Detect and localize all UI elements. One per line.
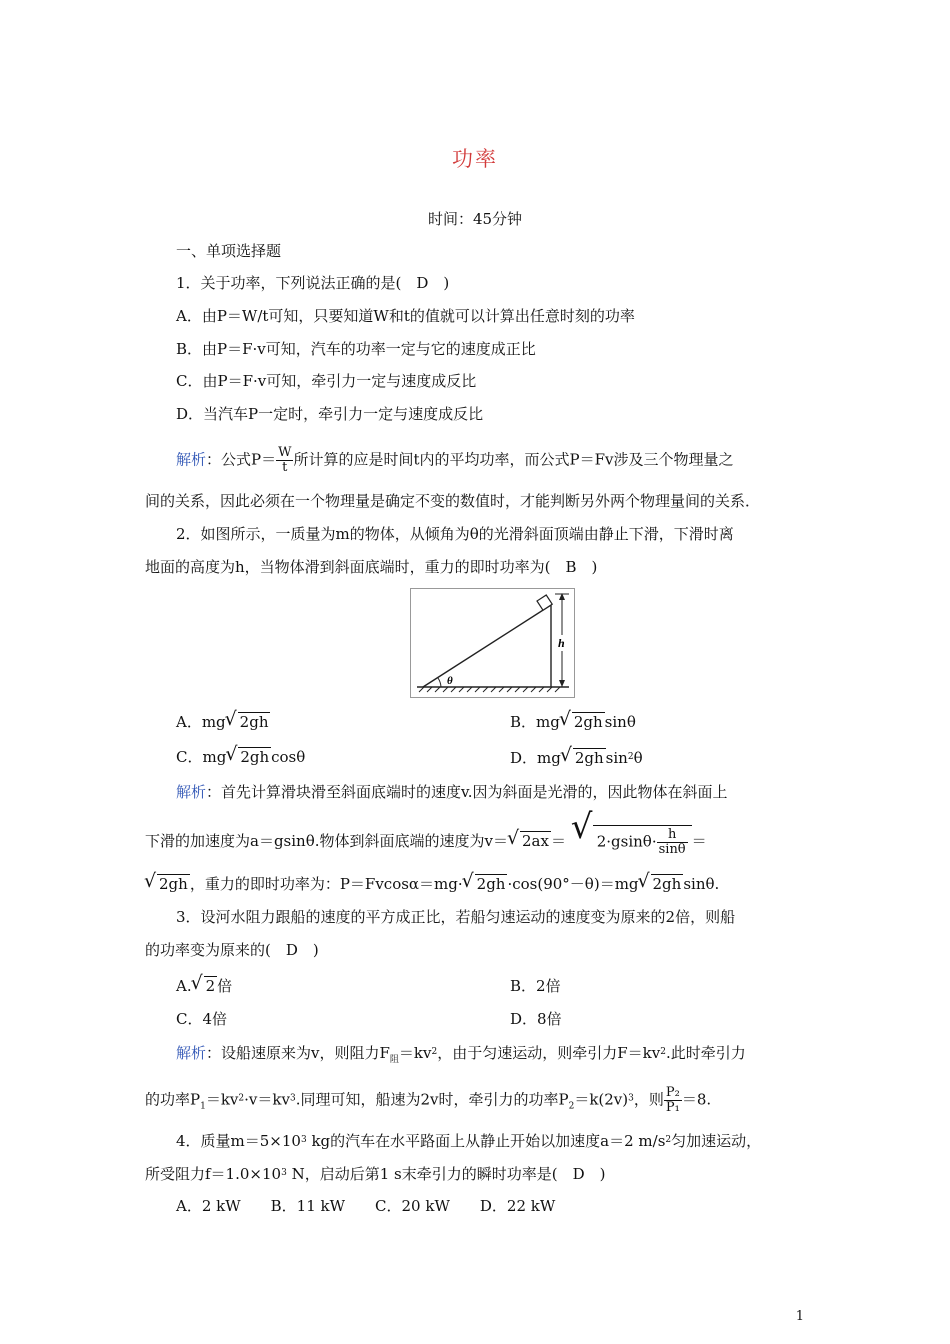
q1-option-b: B．由P＝F·v可知，汽车的功率一定与它的速度成正比: [176, 340, 536, 358]
analysis-label: 解析: [176, 1044, 207, 1062]
incline-figure: [410, 588, 575, 698]
q3-analysis-line1: 解析：设船速原来为v，则阻力$F_阻=kv^2$，由于匀速运动，则牵引力$F=kv^2$.此时牵引力: [176, 1044, 746, 1065]
q2-stem-line2: 地面的高度为h，当物体滑到斜面底端时，重力的即时功率为( B ): [145, 558, 598, 576]
incline-diagram: [411, 589, 574, 697]
q2-analysis-line2: 下滑的加速度为a＝gsinθ.物体到斜面底端的速度为v＝√ 2ax ＝ √ 2·gsinθ· $\frac{h}{\sin\theta}$ ＝: [145, 825, 707, 859]
fraction-w-over-t: $\frac{W}{t}$: [278, 445, 292, 475]
section-heading: 一、单项选择题: [176, 242, 282, 260]
sqrt: √ 2gh: [641, 874, 684, 894]
q2-option-b: B．mg√ 2gh sinθ: [510, 712, 636, 732]
q3-option-c: C．4倍: [176, 1010, 228, 1028]
q3-option-b: B．2倍: [510, 977, 561, 995]
q2-option-a: A．mg√ 2gh: [176, 712, 270, 732]
label-h: h: [558, 636, 565, 650]
q4-stem-line1: 4．质量$m=5\times 10^3$ kg的汽车在水平路面上从静止开始以加速度a＝2 $m/s^2$匀加速运动，: [176, 1132, 762, 1150]
q3-option-a: A.√ 2 倍: [176, 976, 232, 996]
q2-stem-line1: 2．如图所示，一质量为m的物体，从倾角为θ的光滑斜面顶端由静止下滑，下滑时离: [176, 525, 734, 543]
q1-option-d: D．当汽车P一定时，牵引力一定与速度成反比: [176, 405, 484, 423]
q1-analysis-line1: 解析：公式P＝ $\frac{W}{t}$ 所计算的应是时间t内的平均功率，而公式P＝Fv涉及三个物理量之: [176, 445, 734, 475]
q3-option-d: D．8倍: [510, 1010, 562, 1028]
big-sqrt: √ 2·gsinθ· $\frac{h}{\sin\theta}$: [571, 825, 692, 859]
sqrt: √ 2ax: [510, 831, 551, 851]
q4-stem-line2: 所受阻力$f=1.0\times 10^3$ N，启动后第1 s末牵引力的瞬时功率是( D ): [145, 1165, 606, 1183]
sliding-block: [537, 595, 552, 610]
incline-surface: [423, 605, 551, 687]
sqrt: √ 2: [194, 976, 218, 996]
sqrt: √ 2gh: [563, 748, 606, 768]
analysis-label: 解析: [176, 450, 207, 469]
q2-option-d: D．mg√ 2gh $\sin^2\theta$: [510, 747, 643, 768]
sqrt: √ 2gh: [562, 712, 605, 732]
time-limit: 时间：45分钟: [427, 210, 523, 228]
sqrt: √ 2gh: [228, 712, 271, 732]
sqrt: √ 2gh: [228, 747, 271, 767]
q1-analysis-line2: 间的关系，因此必须在一个物理量是确定不变的数值时，才能判断另外两个物理量间的关系．: [145, 492, 761, 510]
q3-analysis-line2: 的功率$P_1=kv^2\cdot v=kv^3$.同理可知，船速为2v时，牵引力的功率$P_2=k(2v)^3$，则 $\frac{\text{P₂}}{\text{P₁}}$ ＝8.: [145, 1085, 712, 1115]
angle-arc: [438, 678, 441, 687]
sqrt: √ 2gh: [465, 874, 508, 894]
height-arrow-down: [559, 680, 565, 687]
q3-stem-line2: 的功率变为原来的( D ): [145, 941, 319, 959]
q1-option-c: C．由P＝F·v可知，牵引力一定与速度成反比: [176, 372, 477, 390]
q1-option-a: A．由P＝W/t可知，只要知道W和t的值就可以计算出任意时刻的功率: [176, 307, 635, 325]
page-number: 1: [795, 1309, 804, 1324]
analysis-label: 解析: [176, 783, 207, 801]
label-theta: θ: [447, 675, 453, 687]
q2-analysis-line3: √ 2gh ，重力的即时功率为：P＝Fvcosα＝mg·√ 2gh ·cos(90°－θ)＝mg√ 2gh sinθ.: [145, 874, 719, 894]
q1-stem: 1．关于功率，下列说法正确的是( D ): [176, 274, 450, 292]
fraction-h-over-sin: $\frac{h}{\sin\theta}$: [658, 827, 686, 857]
fraction-p2-over-p1: $\frac{\text{P₂}}{\text{P₁}}$: [665, 1085, 680, 1115]
q2-analysis-line1: 解析：首先计算滑块滑至斜面底端时的速度v.因为斜面是光滑的，因此物体在斜面上: [176, 783, 728, 801]
page-title: 功率: [452, 147, 498, 171]
q4-options: A．2 kW B．11 kW C．20 kW D．22 kW: [176, 1197, 556, 1215]
q3-stem-line1: 3．设河水阻力跟船的速度的平方成正比，若船匀速运动的速度变为原来的2倍，则船: [176, 908, 736, 926]
q2-option-c: C．mg√ 2gh cosθ: [176, 747, 305, 767]
sqrt: √ 2gh: [147, 874, 190, 894]
